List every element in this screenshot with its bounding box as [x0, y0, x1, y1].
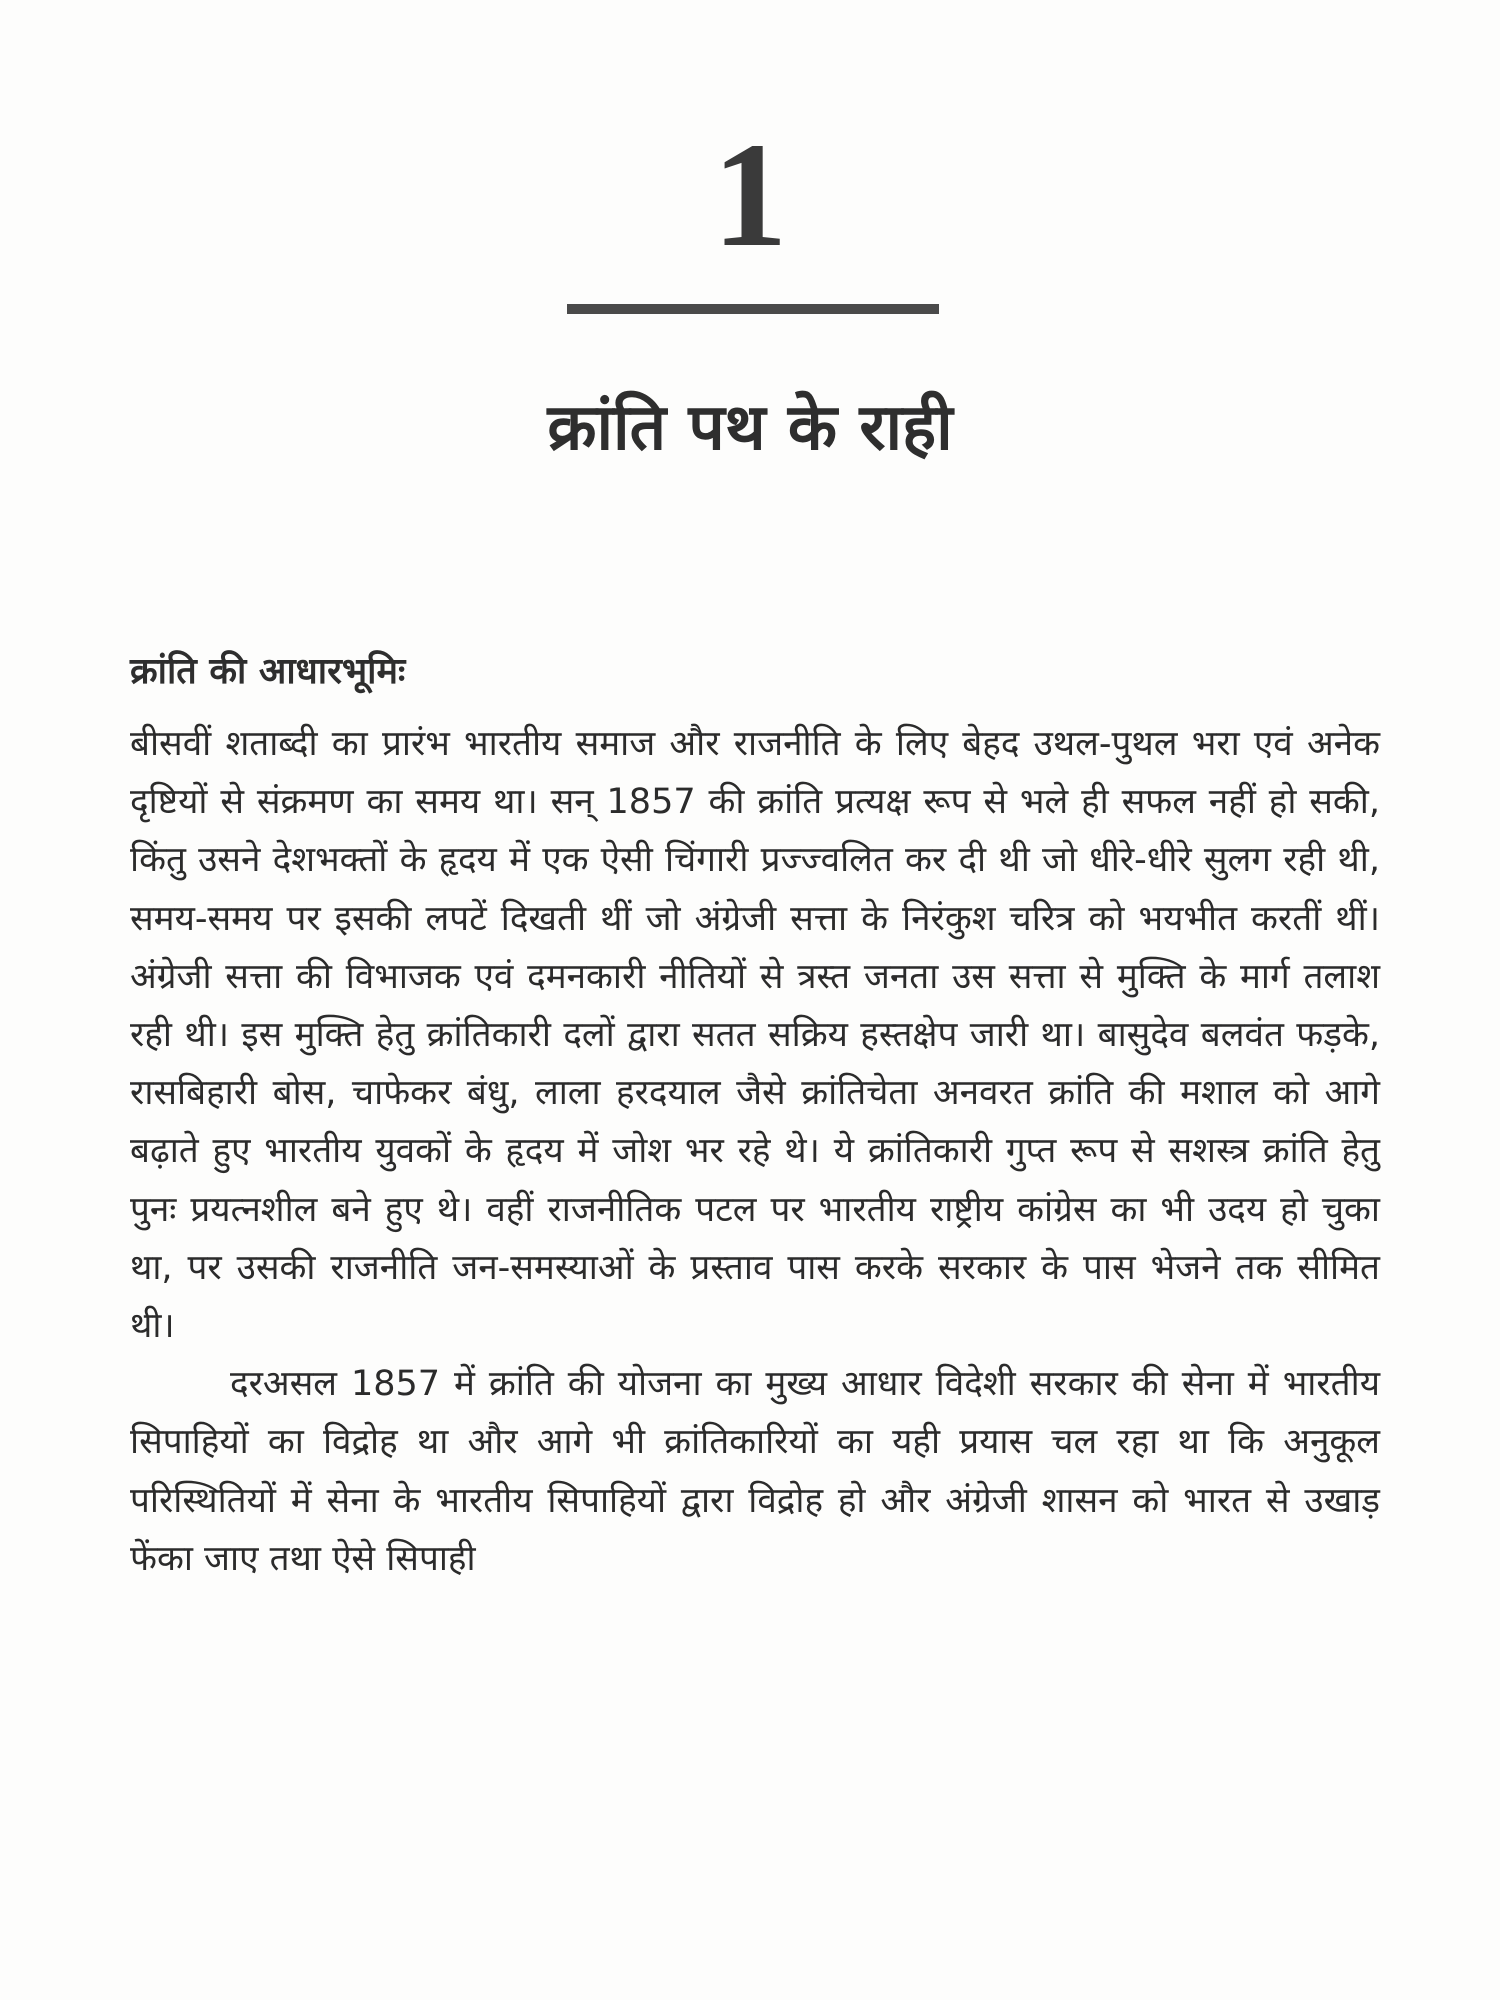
section-heading: क्रांति की आधारभूमिः	[130, 651, 406, 692]
chapter-number: 1	[712, 112, 788, 278]
chapter-title: क्रांति पथ के राही	[547, 391, 953, 465]
paragraph: बीसवीं शताब्दी का प्रारंभ भारतीय समाज और राजनीति के लिए बेहद उथल-पुथल भरा एवं अनेक दृष्टियों से संक्रमण का समय था। सन् 1857 की क्रांति प्रत्यक्ष रूप से भले ही सफल नहीं हो सकी, किंतु उसने देशभक्तों के हृदय में एक ऐसी चिंगारी प्रज्ज्वलित कर दी थी जो धीरे-धीरे सुलग रही थी, समय-समय पर इसकी लपटें दिखती थीं जो अंग्रेजी सत्ता के निरंकुश चरित्र को भयभीत करतीं थीं। अंग्रेजी सत्ता की विभाजक एवं दमनकारी नीतियों से त्रस्त जनता उस सत्ता से मुक्ति के मार्ग तलाश रही थी। इस मुक्ति हेतु क्रांतिकारी दलों द्वारा सतत सक्रिय हस्तक्षेप जारी था। बासुदेव बलवंत फड़के, रासबिहारी बोस, चाफेकर बंधु, लाला हरदयाल जैसे क्रांतिचेता अनवरत क्रांति की मशाल को आगे बढ़ाते हुए भारतीय युवकों के हृदय में जोश भर रहे थे। ये क्रांतिकारी गुप्त रूप से सशस्त्र क्रांति हेतु पुनः प्रयत्नशील बने हुए थे। वहीं राजनीतिक पटल पर भारतीय राष्ट्रीय कांग्रेस का भी उदय हो चुका था, पर उसकी राजनीति जन-समस्याओं के प्रस्ताव पास करके सरकार के पास भेजने तक सीमित थी।	[130, 724, 1380, 1347]
chapter-divider	[567, 304, 939, 314]
body-text	[130, 715, 1380, 1588]
paragraph: दरअसल 1857 में क्रांति की योजना का मुख्य आधार विदेशी सरकार की सेना में भारतीय सिपाहियों का विद्रोह था और आगे भी क्रांतिकारियों का यही प्रयास चल रहा था कि अनुकूल परिस्थितियों में सेना के भारतीय सिपाहियों द्वारा विद्रोह हो और अंग्रेजी शासन को भारत से उखाड़ फेंका जाए तथा ऐसे सिपाही	[130, 1364, 1380, 1579]
